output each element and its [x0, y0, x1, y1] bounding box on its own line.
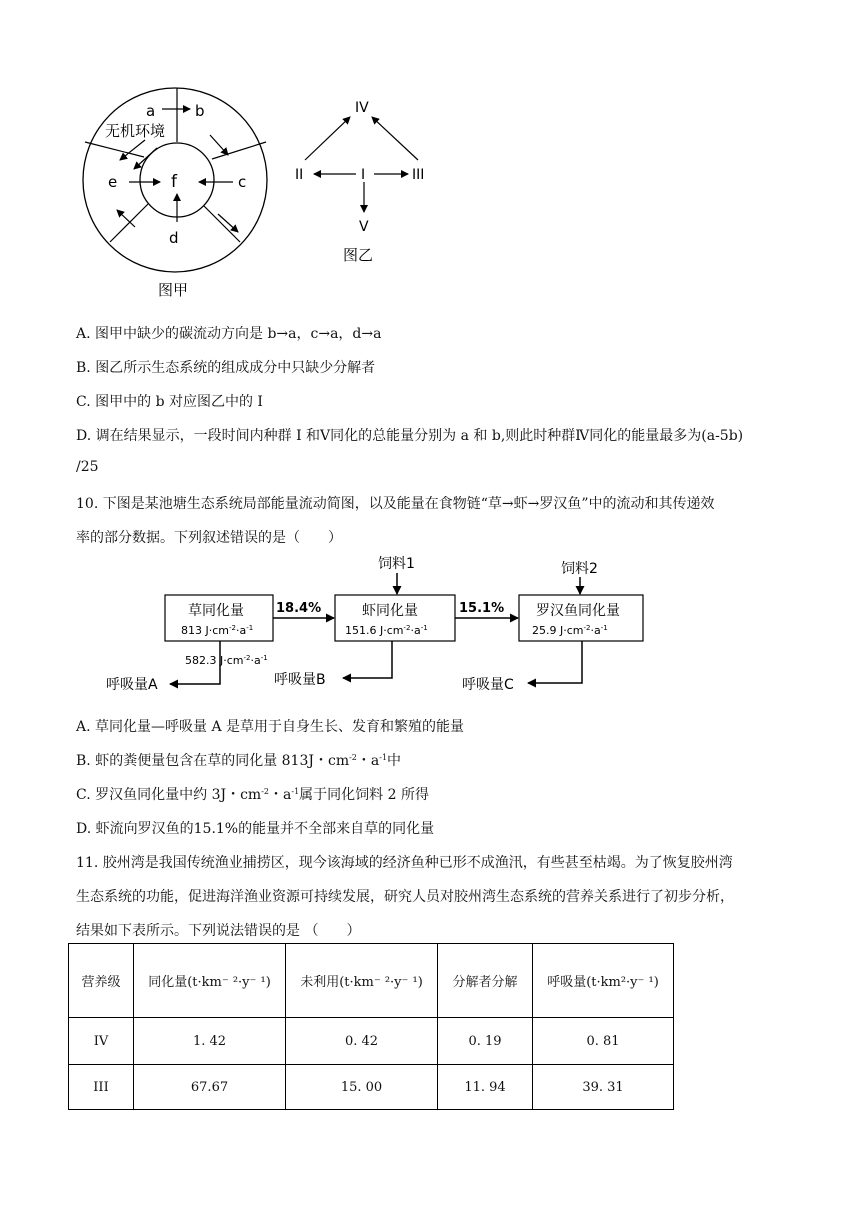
q10-stem-line1: 10. 下图是某池塘生态系统局部能量流动简图，以及能量在食物链“草→虾→罗汉鱼”中的流动和其传递效 — [76, 496, 715, 512]
svg-text:813 J·cm-2·a-1: 813 $J\cdot cm^{-2}\cdot a^{-1}$ — [181, 624, 254, 637]
table-header: 呼吸量(t·km²·y⁻ ¹) — [533, 944, 674, 1018]
table-cell: III — [69, 1065, 134, 1110]
feed2-label: 饲料2 — [561, 561, 598, 577]
q9-option-c: C. 图甲中的 b 对应图乙中的 I — [76, 394, 263, 410]
box-shrimp-title: 虾同化量 — [362, 603, 418, 619]
table-cell: 39. 31 — [533, 1065, 674, 1110]
q10-option-c: C. 罗汉鱼同化量中约 3J・$cm^{-2}$・$a^{-1}$属于同化饲料 2 所得 — [76, 787, 429, 803]
q9-option-a: A. 图甲中缺少的碳流动方向是 b→a，c→a，d→a — [76, 326, 382, 342]
table-row — [69, 1065, 674, 1110]
table-cell: 0. 81 — [533, 1018, 674, 1065]
box-fish-title: 罗汉鱼同化量 — [536, 603, 620, 619]
box-fish-value: 25.9 J·cm — [532, 624, 584, 637]
node-b: b — [195, 102, 205, 120]
table-cell: 0. 19 — [438, 1018, 533, 1065]
q9-option-d-cont: /25 — [76, 459, 99, 475]
energy-flow-diagram — [100, 552, 660, 697]
table-row — [69, 1018, 674, 1065]
table-cell: 1. 42 — [134, 1018, 286, 1065]
table-cell: 67.67 — [134, 1065, 286, 1110]
svg-text:151.6 J·cm-2·a-1: 151.6 $J\cdot cm^{-2}\cdot a^{-1}$ — [345, 624, 428, 637]
rate-shrimp-fish: 15.1% — [459, 601, 505, 616]
q11-stem-line1: 11. 胶州湾是我国传统渔业捕捞区，现今该海域的经济鱼种已形不成渔汛，有些甚至枯竭。为了恢复胶州湾 — [76, 855, 733, 871]
figure-jia-title: 图甲 — [158, 281, 189, 299]
node-I: I — [361, 167, 366, 183]
box-grass-title: 草同化量 — [188, 603, 244, 619]
node-f: f — [171, 172, 177, 192]
figure-yi — [290, 92, 440, 267]
q10-option-d: D. 虾流向罗汉鱼的15.1%的能量并不全部来自草的同化量 — [76, 821, 435, 837]
figure-yi-title: 图乙 — [343, 246, 374, 264]
table-cell: 0. 42 — [286, 1018, 438, 1065]
q11-stem-line3: 结果如下表所示。下列说法错误的是 （ ） — [76, 923, 361, 939]
node-V: V — [359, 219, 369, 235]
q11-table — [68, 943, 674, 1110]
feed1-label: 饲料1 — [378, 556, 415, 572]
node-III: III — [412, 167, 425, 183]
table-cell: 15. 00 — [286, 1065, 438, 1110]
table-header: 同化量(t·km⁻ ²·y⁻ ¹) — [134, 944, 286, 1018]
table-header-row — [69, 944, 674, 1018]
q10-option-b: B. 虾的粪便量包含在草的同化量 813J・$cm^{-2}$・$a^{-1}$中 — [76, 753, 402, 769]
q9-option-b: B. 图乙所示生态系统的组成成分中只缺少分解者 — [76, 360, 376, 376]
table-header: 营养级 — [69, 944, 134, 1018]
box-grass-value: 813 J·cm — [181, 624, 229, 637]
node-a: a — [146, 102, 156, 120]
table-header: 未利用(t·km⁻ ²·y⁻ ¹) — [286, 944, 438, 1018]
figure-jia — [80, 82, 275, 302]
svg-text:25.9 J·cm-2·a-1: 25.9 $J\cdot cm^{-2}\cdot a^{-1}$ — [532, 624, 608, 637]
respiration-a-value: 582.3 J·cm — [185, 654, 244, 667]
q10-stem-line2: 率的部分数据。下列叙述错误的是（ ） — [76, 530, 342, 546]
q10-option-a: A. 草同化量—呼吸量 A 是草用于自身生长、发育和繁殖的能量 — [76, 719, 465, 735]
q11-stem-line2: 生态系统的功能，促进海洋渔业资源可持续发展，研究人员对胶州湾生态系统的营养关系进行了初步分析， — [76, 889, 734, 905]
box-shrimp-value: 151.6 J·cm — [345, 624, 404, 637]
rate-grass-shrimp: 18.4% — [276, 601, 322, 616]
respiration-c-label: 呼吸量C — [462, 677, 514, 693]
q9-option-d: D. 调在结果显示，一段时间内种群 I 和Ⅴ同化的总能量分别为 a 和 b,则此时种群Ⅳ同化的能量最多为(a-5b) — [76, 428, 744, 444]
node-II: II — [295, 167, 304, 183]
svg-text:582.3 J·cm-2·a-1: 582.3 $J\cdot cm^{-2}\cdot a^{-1}$ — [185, 654, 268, 667]
env-label: 无机环境 — [105, 122, 166, 140]
node-IV: IV — [355, 100, 369, 116]
node-e: e — [108, 173, 118, 191]
table-cell: 11. 94 — [438, 1065, 533, 1110]
table-header: 分解者分解 — [438, 944, 533, 1018]
node-c: c — [238, 173, 247, 191]
table-cell: IV — [69, 1018, 134, 1065]
respiration-a-label: 呼吸量A — [106, 677, 158, 693]
respiration-b-label: 呼吸量B — [274, 672, 326, 688]
node-d: d — [169, 229, 179, 247]
